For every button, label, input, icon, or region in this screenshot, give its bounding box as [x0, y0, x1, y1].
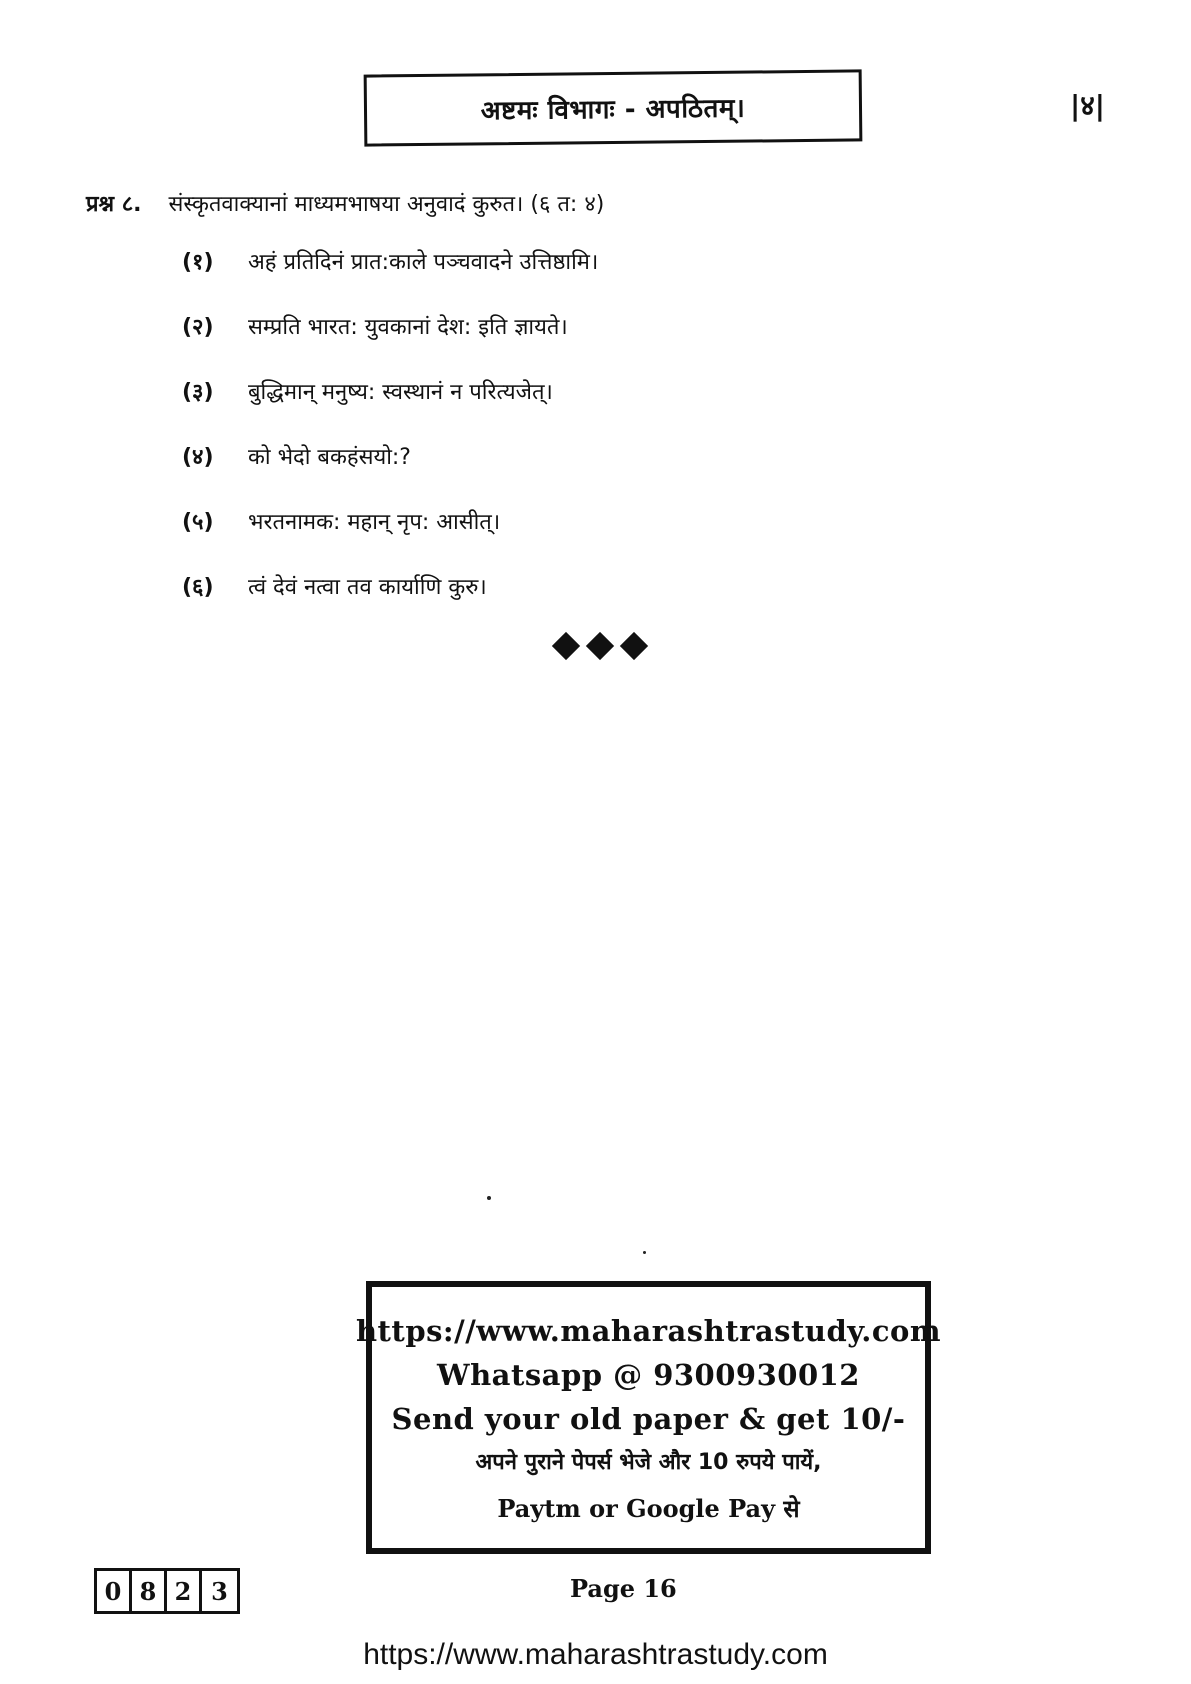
list-item	[182, 506, 598, 571]
item-text: सम्प्रति भारत: युवकानां देश: इति ज्ञायते।	[248, 315, 568, 340]
section-end-diamonds	[552, 636, 648, 656]
diamond-icon	[586, 632, 614, 660]
list-item	[182, 441, 598, 506]
page-number: Page 16	[570, 1574, 677, 1603]
question-instruction: संस्कृतवाक्यानां माध्यमभाषया अनुवादं कुरुत। (६ त: ४)	[168, 192, 605, 217]
footer-url: https://www.maharashtrastudy.com	[363, 1638, 828, 1671]
code-digit: 8	[132, 1571, 167, 1611]
question-heading	[86, 188, 604, 218]
question-item-list	[182, 246, 598, 636]
item-text: त्वं देवं नत्वा तव कार्याणि कुरु।	[248, 575, 487, 600]
promo-box	[355, 1281, 942, 1554]
item-number: (१)	[182, 250, 214, 275]
section-title: अष्टमः विभागः - अपठितम्।	[480, 93, 746, 127]
diamond-icon	[552, 632, 580, 660]
list-item	[182, 571, 598, 636]
item-text: भरतनामक: महान् नृप: आसीत्।	[248, 510, 501, 535]
question-number: प्रश्न ८.	[86, 192, 142, 217]
code-digit: 3	[211, 1576, 228, 1606]
list-item	[182, 311, 598, 376]
promo-offer: Send your old paper & get 10/-	[391, 1402, 906, 1436]
scan-speck	[487, 1196, 491, 1200]
list-item	[182, 376, 598, 441]
item-text: बुद्धिमान् मनुष्य: स्वस्थानं न परित्यजेत्।	[248, 380, 553, 405]
item-number: (२)	[182, 315, 214, 340]
item-number: (४)	[182, 445, 214, 470]
item-number: (६)	[182, 575, 214, 600]
promo-url: https://www.maharashtrastudy.com	[355, 1314, 942, 1348]
marks-label: |४|	[1070, 89, 1106, 122]
promo-payment: Paytm or Google Pay से	[497, 1494, 800, 1523]
section-title-box	[364, 69, 863, 146]
item-number: (३)	[182, 380, 214, 405]
code-digit: 2	[167, 1571, 202, 1611]
diamond-icon	[620, 632, 648, 660]
promo-hindi: अपने पुराने पेपर्स भेजे और 10 रुपये पायें,	[475, 1450, 822, 1475]
item-text: अहं प्रतिदिनं प्रात:काले पञ्चवादने उत्तिष्ठामि।	[248, 250, 599, 275]
list-item	[182, 246, 598, 311]
promo-whatsapp: Whatsapp @ 9300930012	[437, 1358, 860, 1392]
scan-speck	[643, 1251, 646, 1254]
item-number: (५)	[182, 510, 214, 535]
code-digit: 0	[97, 1571, 132, 1611]
item-text: को भेदो बकहंसयो:?	[248, 445, 411, 470]
paper-code	[94, 1568, 240, 1614]
